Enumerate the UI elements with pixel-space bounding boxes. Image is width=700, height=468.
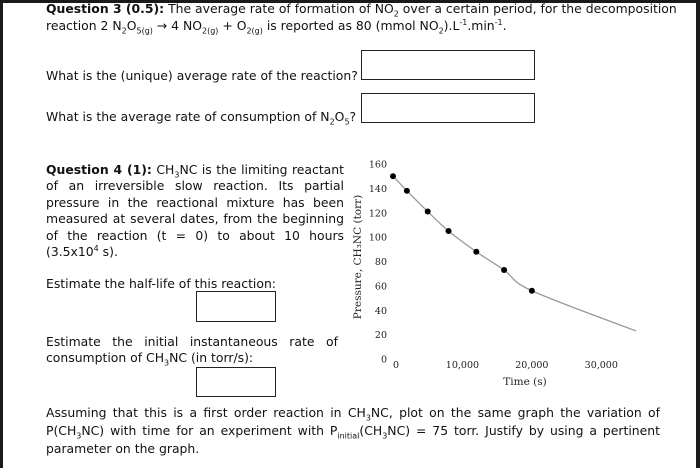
y-tick-label: 0 [380, 354, 387, 366]
first-order-instructions: Assuming that this is a first order reaction in $CH_3NC$, plot on the same graph the variation of $P(CH_3NC)$ with time for an experiment with $P_{initial}(CH_3NC) = 75$ torr. Justify by using a pertinent parameter on the graph. [46, 405, 660, 456]
unique-rate-prompt: What is the (unique) average rate of the reaction? [46, 68, 358, 83]
x-tick-label: 20,000 [515, 360, 549, 371]
data-point [473, 249, 479, 255]
initial-rate-prompt: Estimate the initial instantaneous rate of consumption of $CH_3NC$ (in torr/s): [46, 334, 338, 368]
n2o5-consumption-prompt: What is the average rate of consumption of $N_2O_5$? [46, 109, 357, 127]
data-point [446, 228, 452, 234]
data-point [404, 188, 410, 194]
x-axis-ticks [393, 360, 618, 371]
question-4-label: Question 4 (1): [46, 162, 152, 177]
question-3-text: Question 3 (0.5): The average rate of formation of $NO_2$ over a certain period, for the decomposition reaction 2 $N_2O_{5(g)} \to 4$ $NO_{2(g)} + O_{2(g)}$ is reported as 80 (mmol $NO_2).L^{-1}.\min^{-1}$. [46, 1, 677, 36]
question-4-text: Question 4 (1): $CH_3NC$ is the limiting reactant of an irreversible slow reaction. Its partial pressure in the reactional mixture has been measured at several dates, from the beginning of the reaction (t = 0) to about 10 hours ($3.5x10^4$ s). [46, 162, 344, 260]
x-tick-label: 10,000 [445, 360, 480, 371]
pressure-vs-time-chart [340, 150, 640, 395]
half-life-answer-box[interactable] [196, 291, 276, 322]
y-tick-label: 120 [368, 208, 387, 220]
y-tick-label: 100 [368, 232, 387, 244]
y-tick-label: 80 [374, 257, 387, 268]
y-tick-label: 40 [374, 305, 387, 317]
y-tick-label: 140 [368, 183, 387, 195]
y-tick-label: 60 [374, 281, 387, 293]
y-tick-label: 160 [368, 159, 387, 171]
data-point [425, 209, 431, 215]
left-border [0, 0, 3, 468]
y-axis-ticks [369, 160, 387, 366]
question-3-label: Question 3 (0.5): [46, 1, 165, 16]
half-life-prompt: Estimate the half-life of this reaction: [46, 276, 276, 291]
initial-rate-answer-box[interactable] [196, 367, 276, 397]
y-tick-label: 20 [374, 330, 387, 342]
unique-rate-answer-box[interactable] [361, 50, 535, 80]
data-point [529, 288, 535, 294]
data-point [501, 267, 507, 273]
data-points [390, 173, 535, 294]
decay-curve [393, 176, 636, 331]
x-tick-label: 30,000 [584, 360, 618, 371]
n2o5-consumption-answer-box[interactable] [361, 93, 535, 123]
x-axis-label: Time (s) [503, 376, 547, 388]
right-border [696, 0, 700, 468]
x-tick-label: 0 [392, 360, 400, 371]
data-point [390, 173, 396, 179]
y-axis-label: Pressure, CH₃NC (torr) [352, 194, 364, 320]
